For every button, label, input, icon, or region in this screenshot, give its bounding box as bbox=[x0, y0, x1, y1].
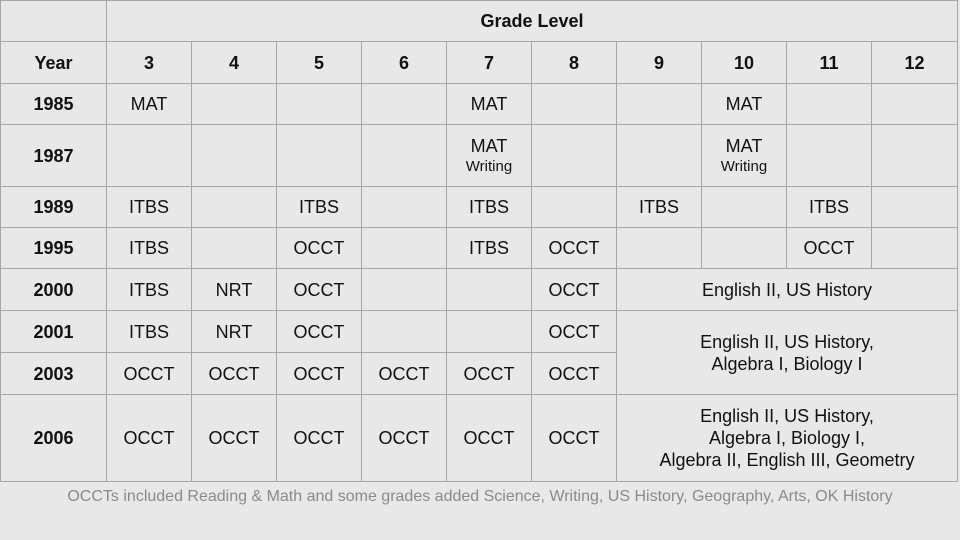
empty-cell bbox=[617, 228, 702, 269]
grade-header-7: 7 bbox=[447, 42, 532, 84]
test-name: MAT bbox=[725, 136, 763, 156]
grade-header-9: 9 bbox=[617, 42, 702, 84]
empty-cell bbox=[362, 84, 447, 125]
grade-header-8: 8 bbox=[532, 42, 617, 84]
header-blank-cell bbox=[1, 1, 107, 42]
empty-cell bbox=[362, 228, 447, 269]
test-cell bbox=[702, 125, 787, 187]
test-cell: OCCT bbox=[277, 311, 362, 353]
year-cell: 2001 bbox=[1, 311, 107, 353]
year-cell: 1989 bbox=[1, 187, 107, 228]
test-cell: ITBS bbox=[107, 187, 192, 228]
test-cell: OCCT bbox=[107, 395, 192, 482]
high-school-tests-line: Algebra I, Biology I, bbox=[708, 428, 866, 448]
empty-cell bbox=[362, 311, 447, 353]
test-cell: MAT bbox=[107, 84, 192, 125]
test-cell: ITBS bbox=[277, 187, 362, 228]
high-school-tests-cell bbox=[617, 395, 958, 482]
high-school-tests-line: Algebra I, Biology I bbox=[711, 353, 863, 374]
empty-cell bbox=[192, 228, 277, 269]
test-cell: OCCT bbox=[532, 311, 617, 353]
test-cell: OCCT bbox=[447, 353, 532, 395]
test-cell: ITBS bbox=[107, 311, 192, 353]
grade-level-title: Grade Level bbox=[107, 1, 958, 42]
empty-cell bbox=[192, 187, 277, 228]
test-cell: OCCT bbox=[107, 353, 192, 395]
test-cell: ITBS bbox=[447, 187, 532, 228]
footnote: OCCTs included Reading & Math and some grades added Science, Writing, US History, Geography, Arts, OK History bbox=[67, 488, 893, 505]
high-school-tests-cell bbox=[617, 311, 958, 395]
empty-cell bbox=[872, 228, 958, 269]
empty-cell bbox=[277, 125, 362, 187]
test-cell: OCCT bbox=[787, 228, 872, 269]
high-school-tests-line: English II, US History, bbox=[700, 331, 874, 352]
empty-cell bbox=[447, 311, 532, 353]
test-cell: ITBS bbox=[447, 228, 532, 269]
test-cell: OCCT bbox=[532, 228, 617, 269]
grade-level-header-row bbox=[1, 1, 958, 42]
test-cell: OCCT bbox=[362, 353, 447, 395]
year-cell: 2003 bbox=[1, 353, 107, 395]
empty-cell bbox=[362, 269, 447, 311]
year-cell: 1985 bbox=[1, 84, 107, 125]
table-row-2006 bbox=[1, 395, 958, 482]
empty-cell bbox=[872, 187, 958, 228]
test-subtitle: Writing bbox=[720, 158, 768, 175]
year-cell: 1987 bbox=[1, 125, 107, 187]
test-cell: OCCT bbox=[532, 395, 617, 482]
empty-cell bbox=[617, 84, 702, 125]
table-row-1985 bbox=[1, 84, 958, 125]
empty-cell bbox=[362, 187, 447, 228]
test-cell: MAT bbox=[447, 84, 532, 125]
grade-header-6: 6 bbox=[362, 42, 447, 84]
empty-cell bbox=[702, 228, 787, 269]
high-school-tests-line: Algebra II, English III, Geometry bbox=[659, 450, 915, 470]
year-cell: 2006 bbox=[1, 395, 107, 482]
empty-cell bbox=[192, 125, 277, 187]
test-cell: ITBS bbox=[107, 228, 192, 269]
test-cell: OCCT bbox=[277, 395, 362, 482]
table-row-2001 bbox=[1, 311, 958, 353]
test-cell: MAT bbox=[702, 84, 787, 125]
test-cell: OCCT bbox=[532, 353, 617, 395]
empty-cell bbox=[362, 125, 447, 187]
test-cell: NRT bbox=[192, 311, 277, 353]
grade-header-5: 5 bbox=[277, 42, 362, 84]
empty-cell bbox=[192, 84, 277, 125]
test-cell: OCCT bbox=[277, 228, 362, 269]
test-cell: OCCT bbox=[447, 395, 532, 482]
empty-cell bbox=[532, 84, 617, 125]
grade-header-4: 4 bbox=[192, 42, 277, 84]
test-cell: OCCT bbox=[277, 353, 362, 395]
table-row-2000 bbox=[1, 269, 958, 311]
grade-header-12: 12 bbox=[872, 42, 958, 84]
year-cell: 1995 bbox=[1, 228, 107, 269]
year-header: Year bbox=[1, 42, 107, 84]
empty-cell bbox=[872, 125, 958, 187]
test-name: MAT bbox=[470, 136, 508, 156]
grade-header-10: 10 bbox=[702, 42, 787, 84]
test-cell: ITBS bbox=[787, 187, 872, 228]
table-row-1987 bbox=[1, 125, 958, 187]
empty-cell bbox=[107, 125, 192, 187]
empty-cell bbox=[277, 84, 362, 125]
table-row-1989 bbox=[1, 187, 958, 228]
empty-cell bbox=[532, 187, 617, 228]
test-cell: OCCT bbox=[532, 269, 617, 311]
test-cell bbox=[447, 125, 532, 187]
empty-cell bbox=[617, 125, 702, 187]
grade-header-row bbox=[1, 42, 958, 84]
empty-cell bbox=[872, 84, 958, 125]
empty-cell bbox=[702, 187, 787, 228]
grade-header-11: 11 bbox=[787, 42, 872, 84]
table-row-1995 bbox=[1, 228, 958, 269]
empty-cell bbox=[787, 84, 872, 125]
high-school-tests-cell: English II, US History bbox=[617, 269, 958, 311]
test-cell: OCCT bbox=[192, 353, 277, 395]
test-cell: OCCT bbox=[277, 269, 362, 311]
test-cell: OCCT bbox=[192, 395, 277, 482]
test-cell: OCCT bbox=[362, 395, 447, 482]
test-cell: NRT bbox=[192, 269, 277, 311]
test-cell: ITBS bbox=[617, 187, 702, 228]
high-school-tests-line: English II, US History, bbox=[700, 406, 874, 426]
test-cell: ITBS bbox=[107, 269, 192, 311]
grade-header-3: 3 bbox=[107, 42, 192, 84]
year-cell: 2000 bbox=[1, 269, 107, 311]
empty-cell bbox=[447, 269, 532, 311]
empty-cell bbox=[787, 125, 872, 187]
test-subtitle: Writing bbox=[465, 158, 513, 175]
empty-cell bbox=[532, 125, 617, 187]
